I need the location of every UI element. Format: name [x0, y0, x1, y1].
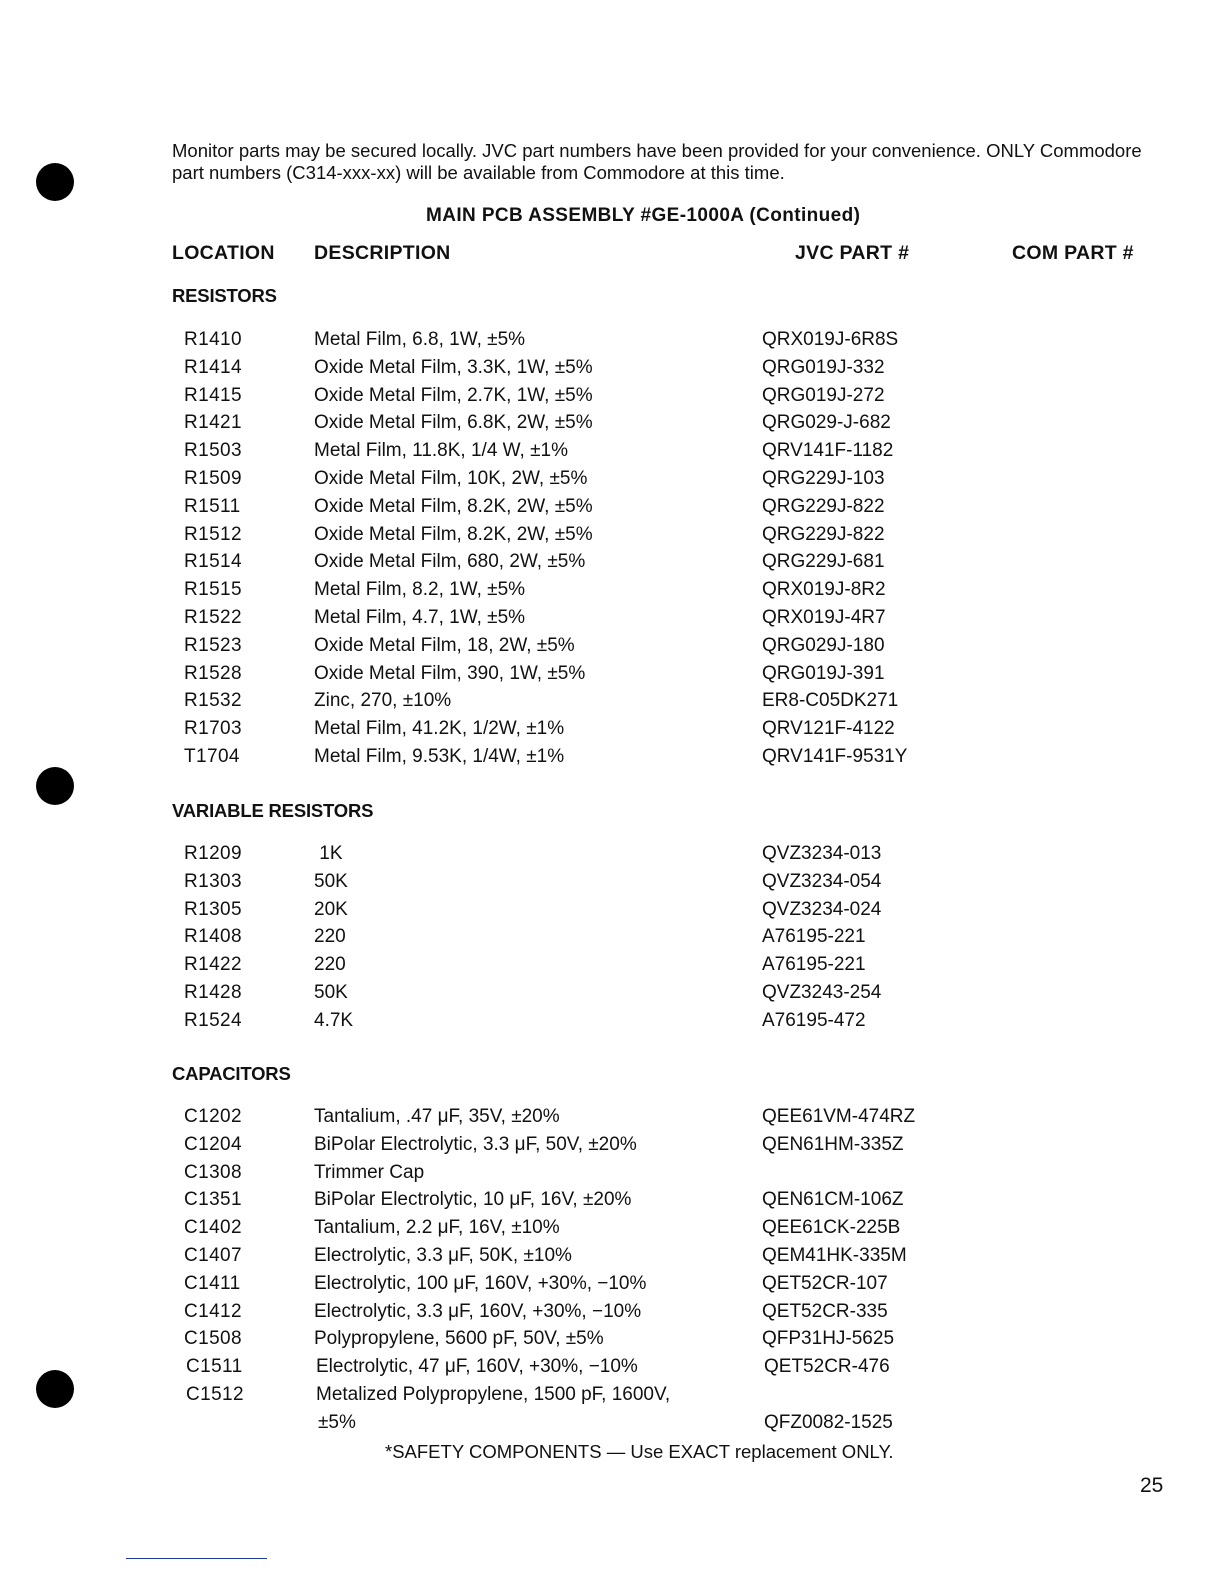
jvc-part-cell: A76195-472 — [762, 1009, 866, 1031]
description-cell: Oxide Metal Film, 6.8K, 2W, ±5% — [314, 412, 593, 434]
location-cell: C1407 — [184, 1244, 242, 1266]
table-row — [0, 548, 1224, 576]
jvc-part-cell: QEN61CM-106Z — [762, 1189, 904, 1211]
location-cell: C1511 — [186, 1356, 243, 1378]
jvc-part-cell: ER8-C05DK271 — [762, 690, 899, 712]
location-cell: R1422 — [184, 954, 242, 976]
jvc-part-cell: QFZ0082-1525 — [764, 1411, 893, 1433]
table-row — [0, 923, 1224, 951]
table-row — [0, 1325, 1224, 1353]
location-cell: R1524 — [184, 1009, 242, 1031]
jvc-part-cell: QRG229J-681 — [762, 551, 885, 573]
location-cell: R1528 — [184, 662, 242, 684]
location-cell: C1411 — [184, 1272, 241, 1294]
location-cell: R1414 — [184, 356, 242, 378]
table-row — [0, 465, 1224, 493]
description-cell: BiPolar Electrolytic, 10 μF, 16V, ±20% — [314, 1189, 632, 1211]
location-cell: R1415 — [184, 384, 242, 406]
location-cell: R1428 — [184, 981, 242, 1003]
table-row — [0, 1353, 1224, 1381]
location-cell: R1703 — [184, 718, 242, 740]
table-row — [0, 632, 1224, 660]
description-cell: Metal Film, 11.8K, 1/4 W, ±1% — [314, 440, 568, 462]
table-row — [0, 1381, 1224, 1409]
description-cell: Zinc, 270, ±10% — [314, 690, 452, 712]
description-cell: ±5% — [318, 1411, 356, 1433]
table-row — [0, 521, 1224, 549]
jvc-part-cell: QRV141F-1182 — [762, 440, 894, 462]
column-header-com-part: COM PART # — [1012, 242, 1134, 264]
footer-rule — [126, 1558, 267, 1559]
column-header-jvc-part: JVC PART # — [795, 242, 910, 264]
location-cell: C1402 — [184, 1217, 242, 1239]
location-cell: C1508 — [184, 1328, 242, 1350]
jvc-part-cell: A76195-221 — [762, 954, 866, 976]
jvc-part-cell: QRX019J-8R2 — [762, 579, 886, 601]
table-row — [0, 326, 1224, 354]
jvc-part-cell: QRG019J-391 — [762, 662, 885, 684]
table-row — [0, 1186, 1224, 1214]
description-cell: Electrolytic, 3.3 μF, 50K, ±10% — [314, 1244, 572, 1266]
table-row — [0, 409, 1224, 437]
description-cell: Oxide Metal Film, 3.3K, 1W, ±5% — [314, 356, 593, 378]
jvc-part-cell: QRG019J-332 — [762, 356, 885, 378]
safety-note: *SAFETY COMPONENTS — Use EXACT replacement ONLY. — [385, 1441, 894, 1462]
location-cell: R1515 — [184, 579, 242, 601]
location-cell: C1308 — [184, 1161, 242, 1183]
location-cell: R1305 — [184, 898, 242, 920]
location-cell: R1421 — [184, 412, 242, 434]
jvc-part-cell: QEN61HM-335Z — [762, 1133, 904, 1155]
description-cell: Trimmer Cap — [314, 1161, 425, 1183]
description-cell: Metal Film, 6.8, 1W, ±5% — [314, 329, 526, 350]
description-cell: Electrolytic, 3.3 μF, 160V, +30%, −10% — [314, 1300, 642, 1322]
location-cell: R1522 — [184, 606, 242, 628]
jvc-part-cell: QET52CR-335 — [762, 1300, 888, 1322]
description-cell: 1K — [314, 843, 343, 864]
jvc-part-cell: QRG229J-822 — [762, 523, 885, 545]
binder-hole — [36, 163, 74, 201]
section-title-resistors: RESISTORS — [172, 285, 277, 306]
jvc-part-cell: A76195-221 — [762, 926, 866, 948]
page-number: 25 — [1140, 1474, 1164, 1497]
location-cell: C1512 — [186, 1383, 244, 1405]
description-cell: Metal Film, 9.53K, 1/4W, ±1% — [314, 745, 565, 767]
location-cell: T1704 — [184, 745, 240, 767]
resistors-table — [0, 326, 1224, 771]
table-row — [0, 1159, 1224, 1187]
description-cell: Tantalium, 2.2 μF, 16V, ±10% — [314, 1217, 560, 1239]
table-row — [0, 382, 1224, 410]
location-cell: R1209 — [184, 843, 242, 864]
location-cell: R1408 — [184, 926, 242, 948]
description-cell: 220 — [314, 926, 346, 948]
description-cell: Electrolytic, 47 μF, 160V, +30%, −10% — [316, 1356, 638, 1378]
table-row — [0, 1103, 1224, 1131]
jvc-part-cell: QFP31HJ-5625 — [762, 1328, 895, 1350]
description-cell: Oxide Metal Film, 10K, 2W, ±5% — [314, 467, 588, 489]
jvc-part-cell: QRX019J-6R8S — [762, 329, 899, 350]
variable-resistors-table — [0, 840, 1224, 1035]
description-cell: 220 — [314, 954, 346, 976]
binder-hole — [36, 767, 74, 805]
intro-paragraph: Monitor parts may be secured locally. JVC part numbers have been provided for your convenience. ONLY Commodore part numbers (C314-xxx-xx) will be available from Commodore at this time. — [172, 140, 1142, 183]
location-cell: R1303 — [184, 870, 242, 892]
section-title-variable-resistors: VARIABLE RESISTORS — [172, 800, 374, 821]
table-row — [0, 1270, 1224, 1298]
jvc-part-cell: QRV141F-9531Y — [762, 745, 908, 767]
section-title-capacitors: CAPACITORS — [172, 1063, 291, 1084]
column-header-location: LOCATION — [172, 242, 275, 264]
description-cell: Polypropylene, 5600 pF, 50V, ±5% — [314, 1328, 604, 1350]
table-row — [0, 1298, 1224, 1326]
jvc-part-cell: QRG029-J-682 — [762, 412, 891, 434]
table-row — [0, 743, 1224, 771]
jvc-part-cell: QRG019J-272 — [762, 384, 885, 406]
description-cell: 4.7K — [314, 1009, 354, 1031]
location-cell: C1204 — [184, 1133, 242, 1155]
jvc-part-cell: QEE61VM-474RZ — [762, 1106, 916, 1127]
table-row — [0, 1242, 1224, 1270]
description-cell: Oxide Metal Film, 2.7K, 1W, ±5% — [314, 384, 593, 406]
description-cell: Electrolytic, 100 μF, 160V, +30%, −10% — [314, 1272, 647, 1294]
description-cell: Oxide Metal Film, 390, 1W, ±5% — [314, 662, 586, 684]
jvc-part-cell: QEM41HK-335M — [762, 1244, 907, 1266]
table-row — [0, 979, 1224, 1007]
description-cell: 20K — [314, 898, 348, 920]
location-cell: R1503 — [184, 440, 242, 462]
jvc-part-cell: QRG229J-822 — [762, 495, 885, 517]
description-cell: Oxide Metal Film, 18, 2W, ±5% — [314, 634, 575, 656]
table-row — [0, 604, 1224, 632]
location-cell: R1509 — [184, 467, 242, 489]
jvc-part-cell: QVZ3243-254 — [762, 981, 882, 1003]
jvc-part-cell: QEE61CK-225B — [762, 1217, 901, 1239]
location-cell: C1202 — [184, 1106, 242, 1127]
jvc-part-cell: QET52CR-476 — [764, 1356, 890, 1378]
location-cell: R1523 — [184, 634, 242, 656]
description-cell: Metal Film, 41.2K, 1/2W, ±1% — [314, 718, 565, 740]
table-row — [0, 1214, 1224, 1242]
description-cell: Oxide Metal Film, 680, 2W, ±5% — [314, 551, 586, 573]
description-cell: Metalized Polypropylene, 1500 pF, 1600V, — [316, 1383, 671, 1405]
description-cell: Metal Film, 4.7, 1W, ±5% — [314, 606, 526, 628]
jvc-part-cell: QVZ3234-054 — [762, 870, 882, 892]
jvc-part-cell: QVZ3234-024 — [762, 898, 882, 920]
location-cell: C1412 — [184, 1300, 242, 1322]
description-cell: BiPolar Electrolytic, 3.3 μF, 50V, ±20% — [314, 1133, 637, 1155]
jvc-part-cell: QET52CR-107 — [762, 1272, 888, 1294]
location-cell: R1512 — [184, 523, 242, 545]
description-cell: 50K — [314, 981, 348, 1003]
location-cell: R1532 — [184, 690, 242, 712]
table-row — [0, 576, 1224, 604]
column-header-description: DESCRIPTION — [314, 242, 451, 264]
jvc-part-cell: QRV121F-4122 — [762, 718, 895, 740]
jvc-part-cell: QRG029J-180 — [762, 634, 885, 656]
table-row — [0, 493, 1224, 521]
table-row — [0, 1007, 1224, 1035]
location-cell: C1351 — [184, 1189, 242, 1211]
page-title: MAIN PCB ASSEMBLY #GE-1000A (Continued) — [426, 205, 861, 226]
table-row — [0, 1131, 1224, 1159]
location-cell: R1410 — [184, 329, 242, 350]
location-cell: R1514 — [184, 551, 242, 573]
table-row — [0, 437, 1224, 465]
table-row — [0, 354, 1224, 382]
table-row — [0, 840, 1224, 868]
table-row — [0, 687, 1224, 715]
description-cell: Metal Film, 8.2, 1W, ±5% — [314, 579, 526, 601]
table-row — [0, 896, 1224, 924]
table-row — [0, 660, 1224, 688]
table-row — [0, 715, 1224, 743]
table-row — [0, 951, 1224, 979]
description-cell: 50K — [314, 870, 348, 892]
location-cell: R1511 — [184, 495, 241, 517]
table-row — [0, 868, 1224, 896]
jvc-part-cell: QRG229J-103 — [762, 467, 885, 489]
capacitors-table — [0, 1103, 1224, 1437]
jvc-part-cell: QVZ3234-013 — [762, 843, 882, 864]
description-cell: Oxide Metal Film, 8.2K, 2W, ±5% — [314, 495, 593, 517]
description-cell: Tantalium, .47 μF, 35V, ±20% — [314, 1106, 560, 1127]
description-cell: Oxide Metal Film, 8.2K, 2W, ±5% — [314, 523, 593, 545]
jvc-part-cell: QRX019J-4R7 — [762, 606, 886, 628]
table-row — [0, 1409, 1224, 1437]
